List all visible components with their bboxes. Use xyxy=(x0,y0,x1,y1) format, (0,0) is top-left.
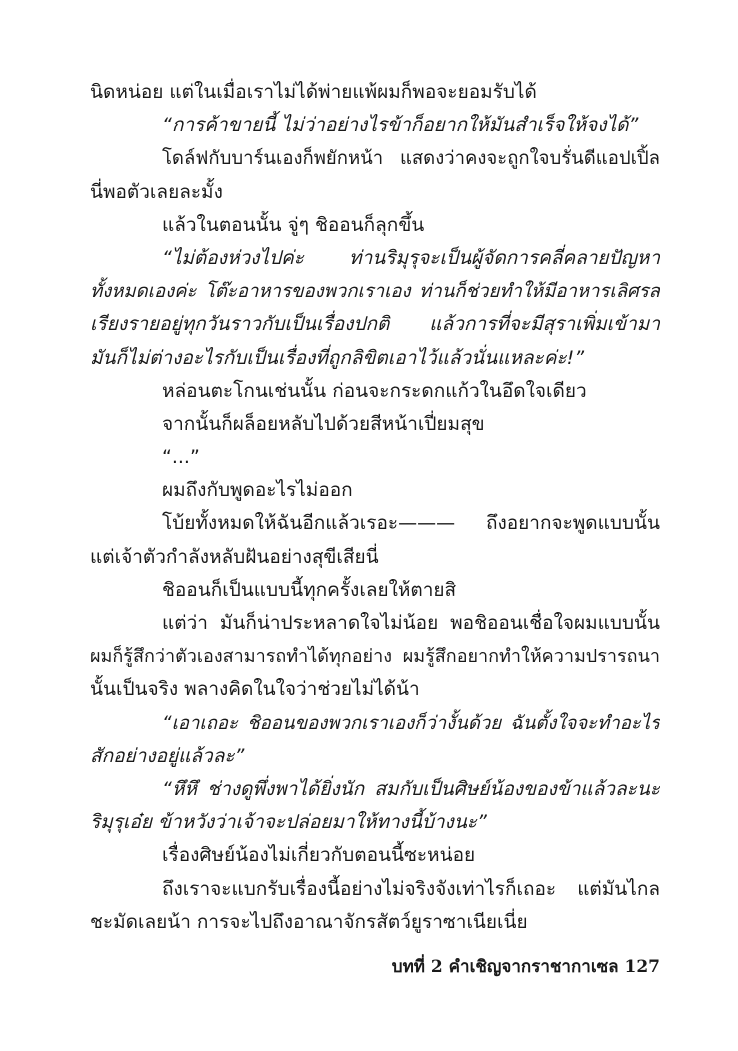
dialogue-line: “การค้าขายนี้ ไม่ว่าอย่างไรข้าก็อยากให้มันสำเร็จให้จงได้” xyxy=(162,114,639,137)
text-line: โบ้ยทั้งหมดให้ฉันอีกแล้วเรอะ——— ถึงอยากจะพูดแบบนั้น xyxy=(162,512,660,535)
dialogue-line: ริมุรุเอ๋ย ข้าหวังว่าเจ้าจะปล่อยมาให้ทางนี้บ้างนะ” xyxy=(90,811,487,834)
text-line: ถึงเราจะแบกรับเรื่องนี้อย่างไม่จริงจังเท่าไรก็เถอะ แต่มันไกล xyxy=(162,877,660,900)
text-line: ผมถึงกับพูดอะไรไม่ออก xyxy=(162,479,353,502)
text-line: แล้วในตอนนั้น จู่ๆ ชิออนก็ลุกขึ้น xyxy=(162,213,425,236)
text-line: นี่พอตัวเลยละมั้ง xyxy=(90,180,223,203)
text-line: ชะมัดเลยน้า การจะไปถึงอาณาจักรสัตว์ยูราซาเนียเนี่ย xyxy=(90,910,528,933)
dialogue-line: สักอย่างอยู่แล้วละ” xyxy=(90,744,245,767)
chapter-title-and-page-number: บทที่ 2 คำเชิญจากราชากาเซล 127 xyxy=(391,957,660,977)
text-line: นิดหน่อย แต่ในเมื่อเราไม่ได้พ่ายแพ้ผมก็พอจะยอมรับได้ xyxy=(90,81,537,103)
text-line: จากนั้นก็ผล็อยหลับไปด้วยสีหน้าเปี่ยมสุข xyxy=(162,412,485,435)
text-line: “...” xyxy=(162,446,200,469)
text-line: หล่อนตะโกนเช่นนั้น ก่อนจะกระดกแก้วในอึดใจเดียว xyxy=(162,379,587,402)
dialogue-line: เรียงรายอยู่ทุกวันราวกับเป็นเรื่องปกติ แล้วการที่จะมีสุราเพิ่มเข้ามา xyxy=(90,313,660,336)
running-footer xyxy=(90,955,660,979)
text-line: ผมก็รู้สึกว่าตัวเองสามารถทำได้ทุกอย่าง ผมรู้สึกอยากทำให้ความปรารถนา xyxy=(90,646,660,668)
page-body xyxy=(90,76,660,939)
dialogue-line: มันก็ไม่ต่างอะไรกับเป็นเรื่องที่ถูกลิขิตเอาไว้แล้วนั่นแหละค่ะ!” xyxy=(90,346,585,369)
dialogue-line: ทั้งหมดเองค่ะ โต๊ะอาหารของพวกเราเอง ท่านก็ช่วยทำให้มีอาหารเลิศรส xyxy=(90,281,660,303)
text-line: แต่เจ้าตัวกำลังหลับฝันอย่างสุขีเสียนี่ xyxy=(90,545,379,568)
text-line: เรื่องศิษย์น้องไม่เกี่ยวกับตอนนี้ซะหน่อย xyxy=(162,844,476,867)
dialogue-line: “ไม่ต้องห่วงไปค่ะ ท่านริมุรุจะเป็นผู้จัดการคลี่คลายปัญหา xyxy=(162,246,660,269)
dialogue-line: “เอาเถอะ ชิออนของพวกเราเองก็ว่างั้นด้วย ฉันตั้งใจจะทำอะไร xyxy=(162,712,660,734)
dialogue-line: “หึหึ ช่างดูพึ่งพาได้ยิ่งนัก สมกับเป็นศิษย์น้องของข้าแล้วละนะ xyxy=(162,777,660,800)
text-line: โดล์ฟกับบาร์นเองก็พยักหน้า แสดงว่าคงจะถูกใจบรั่นดีแอปเปิ้ล xyxy=(162,148,660,170)
text-line: แต่ว่า มันก็น่าประหลาดใจไม่น้อย พอชิออนเชื่อใจผมแบบนั้น xyxy=(162,612,660,634)
text-line: นั้นเป็นจริง พลางคิดในใจว่าช่วยไม่ได้น้า xyxy=(90,678,420,701)
text-line: ชิออนก็เป็นแบบนี้ทุกครั้งเลยให้ตายสิ xyxy=(162,578,457,601)
